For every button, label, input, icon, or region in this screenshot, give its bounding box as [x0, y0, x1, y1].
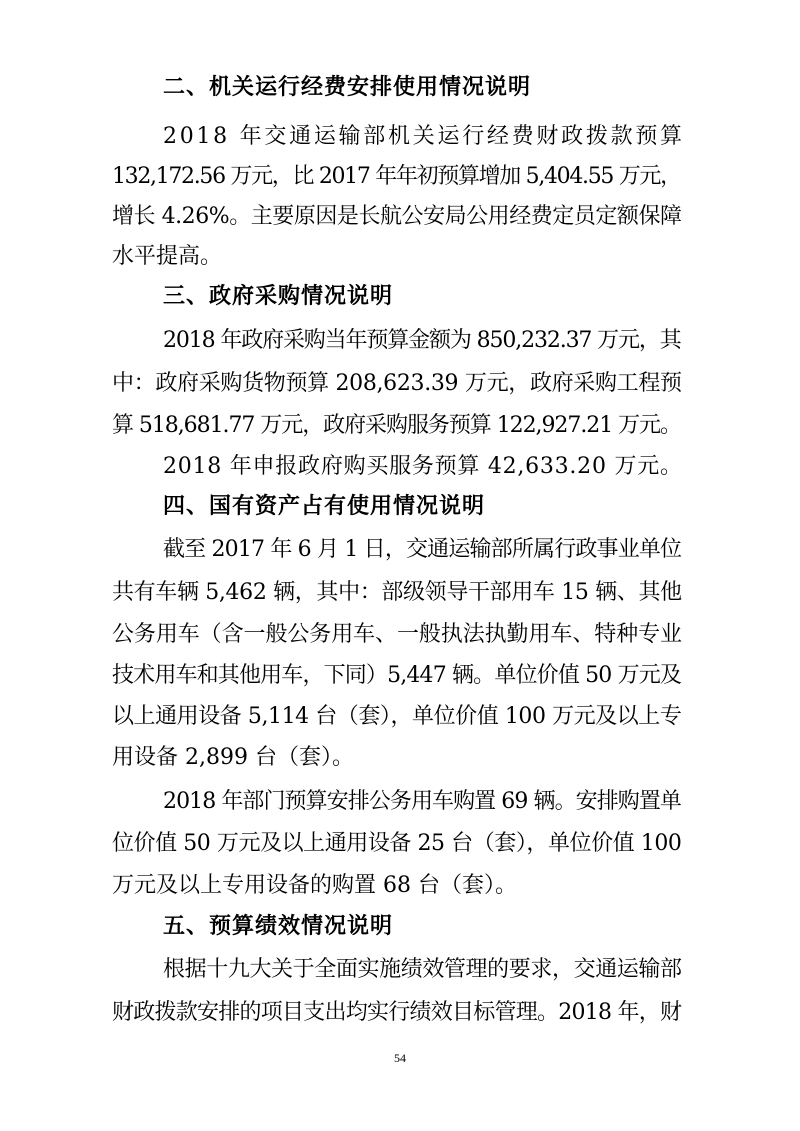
paragraph-line: 2018 年部门预算安排公务用车购置 69 辆。安排购置单: [163, 789, 681, 814]
paragraph-line: 根据十九大关于全面实施绩效管理的要求，交通运输部: [163, 957, 682, 982]
paragraph-line: 位价值 50 万元及以上通用设备 25 台（套），单位价值 100: [112, 831, 682, 856]
paragraph-line: 132,172.56 万元，比 2017 年年初预算增加 5,404.55 万元，: [112, 164, 681, 189]
paragraph-line: 万元及以上专用设备的购置 68 台（套）。: [112, 873, 517, 898]
section-heading-3: 三、政府采购情况说明: [163, 284, 394, 309]
paragraph-line: 共有车辆 5,462 辆，其中：部级领导干部用车 15 辆、其他: [112, 580, 682, 605]
paragraph-line: 水平提高。: [112, 244, 223, 269]
paragraph-line: 以上通用设备 5,114 台（套），单位价值 100 万元及以上专: [112, 704, 682, 729]
paragraph-line: 2018 年交通运输部机关运行经费财政拨款预算: [163, 124, 685, 149]
section-heading-4: 四、国有资产占有使用情况说明: [163, 494, 486, 519]
paragraph-line: 增长 4.26%。主要原因是长航公安局公用经费定员定额保障: [112, 204, 682, 229]
paragraph-line: 截至 2017 年 6 月 1 日，交通运输部所属行政事业单位: [163, 537, 682, 562]
section-heading-2: 二、机关运行经费安排使用情况说明: [163, 75, 532, 100]
paragraph-line: 公务用车（含一般公务用车、一般执法执勤用车、特种专业: [112, 622, 682, 647]
page-number: 54: [394, 1051, 406, 1065]
paragraph-line: 2018 年申报政府购买服务预算 42,633.20 万元。: [163, 454, 683, 479]
paragraph-line: 2018 年政府采购当年预算金额为 850,232.37 万元，其: [163, 328, 681, 353]
paragraph-line: 技术用车和其他用车，下同）5,447 辆。单位价值 50 万元及: [112, 663, 682, 688]
paragraph-line: 财政拨款安排的项目支出均实行绩效目标管理。2018 年，财: [112, 1000, 682, 1025]
section-heading-5: 五、预算绩效情况说明: [163, 914, 394, 939]
paragraph-line: 算 518,681.77 万元，政府采购服务预算 122,927.21 万元。: [112, 413, 681, 438]
paragraph-line: 中：政府采购货物预算 208,623.39 万元，政府采购工程预: [112, 371, 682, 396]
paragraph-line: 用设备 2,899 台（套）。: [112, 745, 354, 770]
